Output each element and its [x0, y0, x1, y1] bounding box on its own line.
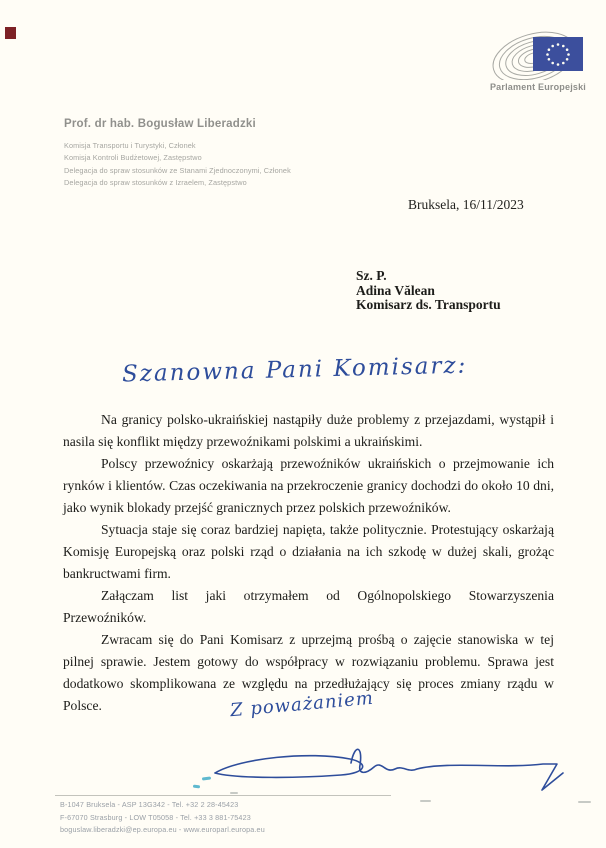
dateline: Bruksela, 16/11/2023 [408, 197, 524, 212]
sender-name: Prof. dr hab. Bogusław Liberadzki [64, 118, 256, 130]
handwritten-salutation: Szanowna Pani Komisarz: [121, 352, 468, 388]
hemicycle-flag-icon [486, 22, 590, 80]
body-paragraph: Polscy przewoźnicy oskarżają przewoźników ukraińskich o przejmowanie ich rynków i klientów. Czas oczekiwania na przekroczenie granicy dochodzi do około 10 dni, jako wynik blokady przejść granicznych przez polskich przewoźników. [63, 456, 554, 515]
body-paragraph: Załączam list jaki otrzymałem od Ogólnopolskiego Stowarzyszenia Przewoźników. [63, 588, 554, 625]
european-parliament-logo [486, 22, 590, 92]
sender-role: Delegacja do spraw stosunków ze Stanami Zjednoczonymi, Członek [64, 165, 291, 175]
signature-ink [205, 733, 575, 803]
sender-role: Delegacja do spraw stosunków z Izraelem, Zastępstwo [64, 178, 247, 188]
body-paragraph: Zwracam się do Pani Komisarz z uprzejmą prośbą o zajęcie stanowiska w tej pilnej sprawie. Jestem gotowy do współpracy w rozwiązaniu problemu. Sprawa jest dodatkowo skomplikowana ze względu na przedłużający się proces zmiany rządu w Polsce. [63, 632, 554, 713]
scan-smudge [578, 801, 591, 803]
cyan-ink-mark [193, 785, 200, 789]
sender-role: Komisja Kontroli Budżetowej, Zastępstwo [64, 153, 202, 163]
body-paragraph: Sytuacja staje się coraz bardziej napięta, także politycznie. Protestujący oskarżają Komisję Europejską oraz polski rząd o działania na ich szkodę w dużej skali, grożąc bankructwami firm. [63, 522, 554, 581]
footer-email-website: boguslaw.liberadzki@ep.europa.eu - www.europarl.europa.eu [60, 825, 265, 834]
footer-address-strasbourg: F-67070 Strasburg - LOW T05058 - Tel. +33 3 881-75423 [60, 812, 251, 822]
body-paragraph: Na granicy polsko-ukraińskiej nastąpiły duże problemy z przejazdami, wystąpił i nasila się konflikt między przewoźnikami polskimi a ukraińskimi. [63, 412, 554, 449]
footer-address-brussels: B-1047 Bruksela - ASP 13G342 - Tel. +32 2 28-45423 [60, 800, 239, 809]
footer-divider [55, 795, 391, 796]
recipient-title: Komisarz ds. Transportu [356, 297, 501, 312]
letter-body [63, 409, 554, 717]
recipient-name: Adina Vălean [356, 282, 435, 298]
sender-block [64, 118, 291, 190]
sender-role: Komisja Transportu i Turystyki, Członek [64, 141, 196, 150]
recipient-prefix: Sz. P. [356, 268, 387, 283]
sender-roles [64, 140, 291, 190]
recipient-block [356, 269, 501, 313]
handwritten-closing: Z poważaniem [229, 687, 375, 722]
footer-contact-block [60, 799, 265, 837]
red-scan-mark [5, 27, 16, 39]
logo-caption: Parlament Europejski [489, 82, 587, 92]
